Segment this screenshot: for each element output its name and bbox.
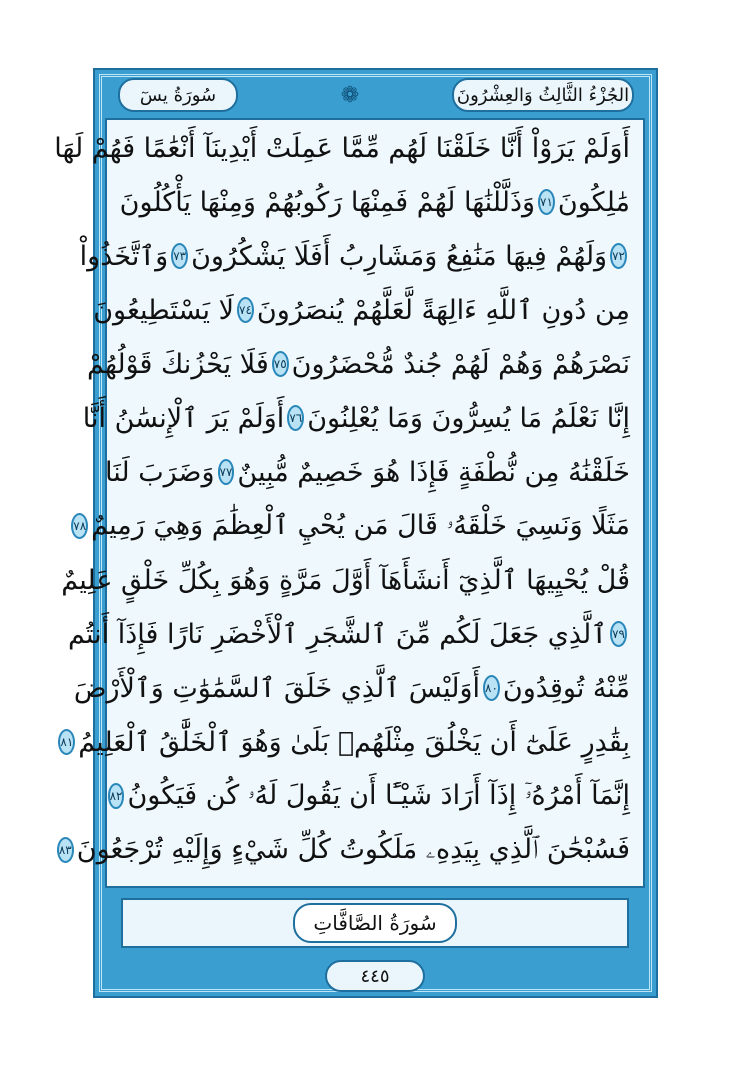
- line-text: أَوَلَمْ يَرَ ٱلْإِنسَٰنُ أَنَّا: [82, 402, 285, 434]
- line-text: أَوَلَيْسَ ٱلَّذِي خَلَقَ ٱلسَّمَٰوَٰتِ وَٱلْأَرْضَ: [73, 672, 481, 704]
- juz-label: الجُزْءُ الثَّالِثُ وَالعِشْرُونَ: [456, 84, 630, 106]
- text-line: [109, 770, 630, 822]
- text-line: [54, 122, 630, 174]
- surah-name-label: سُورَةُ يسٓ: [139, 84, 217, 106]
- verse-marker: ٨٢: [108, 783, 125, 809]
- line-text: مِّنْهُ تُوقِدُونَ: [502, 672, 630, 704]
- line-text: فَسُبْحَٰنَ ٱلَّذِي بِيَدِهِۦ مَلَكُوتُ كُلِّ شَيْءٍ وَإِلَيْهِ تُرْجَعُونَ: [76, 834, 630, 865]
- verse-marker: ٧٣: [171, 243, 188, 269]
- text-line: [105, 446, 630, 498]
- page-number-label: ٤٤٥: [360, 965, 390, 987]
- verse-marker: ٨١: [58, 729, 75, 755]
- verse-marker: ٧٨: [71, 513, 88, 539]
- line-text: فَلَا يَحْزُنكَ قَوْلُهُمْ: [86, 348, 269, 380]
- quran-text: [54, 122, 630, 892]
- verse-marker: ٨٣: [57, 837, 74, 863]
- page-number: [325, 960, 425, 992]
- line-text: قُلْ يُحْيِيهَا ٱلَّذِيٓ أَنشَأَهَآ أَوَّلَ مَرَّةٍ وَهُوَ بِكُلِّ خَلْقٍ عَلِيمٌ: [61, 564, 630, 596]
- text-line: [86, 338, 630, 390]
- line-text: وَٱتَّخَذُواْ: [79, 240, 169, 272]
- line-text: إِنَّا نَعْلَمُ مَا يُسِرُّونَ وَمَا يُعْلِنُونَ: [307, 402, 630, 434]
- text-line: [60, 716, 630, 768]
- line-text: بِقَٰدِرٍ عَلَىٰٓ أَن يَخْلُقَ مِثْلَهُمۚ بَلَىٰ وَهُوَ ٱلْخَلَّٰقُ ٱلْعَلِيمُ: [78, 726, 630, 758]
- surah-title-cartouche: [293, 903, 457, 943]
- surah-title: سُورَةُ الصَّافَّاتِ: [313, 911, 437, 935]
- line-text: أَوَلَمْ يَرَوْاْ أَنَّا خَلَقْنَا لَهُم مِّمَّا عَمِلَتْ أَيْدِينَآ أَنْعَٰمًا فَهُمْ لَهَا: [54, 132, 630, 164]
- line-text: ٱلَّذِي جَعَلَ لَكُم مِّنَ ٱلشَّجَرِ ٱلْأَخْضَرِ نَارًا فَإِذَآ أَنتُم: [68, 618, 608, 650]
- line-text: خَلَقْنَٰهُ مِن نُّطْفَةٍ فَإِذَا هُوَ خَصِيمٌ مُّبِينٌ: [237, 456, 630, 488]
- text-line: [73, 500, 630, 552]
- line-text: مَثَلًا وَنَسِيَ خَلْقَهُۥ قَالَ مَن يُحْيِ ٱلْعِظَٰمَ وَهِيَ رَمِيمٌ: [91, 510, 630, 541]
- text-line: [68, 608, 630, 660]
- surah-name-header: [118, 78, 238, 112]
- verse-marker: ٧٦: [287, 405, 304, 431]
- verse-marker: ٧٩: [610, 621, 627, 647]
- surah-title-banner: [121, 898, 629, 948]
- line-text: لَا يَسْتَطِيعُونَ: [93, 294, 235, 326]
- text-line: [93, 284, 630, 336]
- line-text: مِن دُونِ ٱللَّهِ ءَالِهَةً لَّعَلَّهُمْ يُنصَرُونَ: [256, 294, 630, 326]
- text-line: [73, 662, 630, 714]
- text-line: [58, 824, 630, 876]
- text-line: [120, 176, 630, 228]
- line-text: وَضَرَبَ لَنَا: [105, 456, 215, 488]
- verse-marker: ٧١: [538, 189, 555, 215]
- line-text: وَذَلَّلْنَٰهَا لَهُمْ فَمِنْهَا رَكُوبُهُمْ وَمِنْهَا يَأْكُلُونَ: [119, 186, 536, 218]
- verse-marker: ٧٥: [272, 351, 289, 377]
- text-line: [82, 392, 630, 444]
- text-line: [79, 230, 630, 282]
- line-text: مَٰلِكُونَ: [557, 186, 630, 218]
- text-line: [61, 554, 630, 606]
- line-text: وَلَهُمْ فِيهَا مَنَٰفِعُ وَمَشَارِبُ أَفَلَا يَشْكُرُونَ: [191, 240, 608, 272]
- header-ornament-icon: ❁: [340, 82, 360, 108]
- line-text: نَصْرَهُمْ وَهُمْ لَهُمْ جُندٌ مُّحْضَرُونَ: [291, 348, 630, 380]
- verse-marker: ٧٤: [237, 297, 254, 323]
- juz-header: [452, 78, 634, 112]
- verse-marker: ٧٧: [218, 459, 235, 485]
- verse-marker: ٧٢: [610, 243, 627, 269]
- line-text: إِنَّمَآ أَمْرُهُۥٓ إِذَآ أَرَادَ شَيْـًٔا أَن يَقُولَ لَهُۥ كُن فَيَكُونُ: [127, 780, 630, 811]
- verse-marker: ٨٠: [483, 675, 500, 701]
